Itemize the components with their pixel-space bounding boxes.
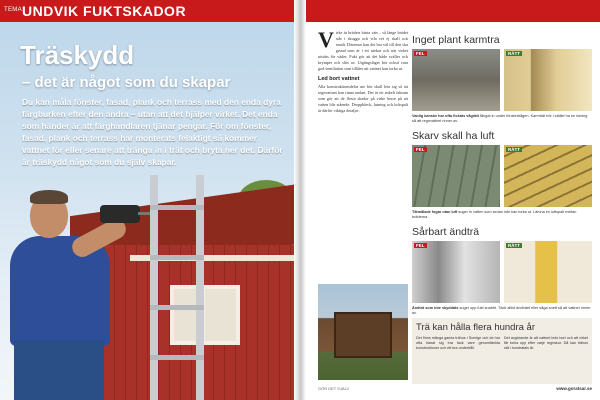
article-paragraph-1	[318, 27, 408, 72]
photo-wrong-3	[412, 241, 500, 303]
page-gutter	[294, 0, 306, 400]
person-jeans	[14, 340, 104, 400]
fact-box-col-2: Det avgörande är att vattnet leds bort och att virket får torka upp efter varje regnskur. Då kan trähus stå i hundratals år.	[504, 336, 588, 350]
person-hair	[30, 190, 68, 204]
banner-title: UNDVIK FUKTSKADOR	[22, 3, 187, 19]
label-right: RÄTT	[508, 147, 520, 152]
intro-text: Du kan måla fönster, fasad, plank och terrass med den enda dyra färgburken efter den andra – utan att det hjälper virket. Det enda som händer är att färghandlaren tjänar pengar. För om fönster, fasad, plank och terrass har monterats felaktigt så kommer vattnet för eller senare att tränga in i trät och bryta ner det. Därför är träskydd något som du själv skapar.	[22, 97, 283, 167]
fact-box-columns	[416, 336, 588, 351]
paragraph-1-text: irke är brädets bästa vän – så länge brädet står i skugga och vila vet ej skall ock smalt. Däremot kan det bra väl till den ska grund som är i ett utekar och när virket utsätts för väder. Fukt gör att det både sväller och krymper och slits av. Utgångsläget bör också vara god ventilation som tillåter att vattnet kan torka ut.	[318, 30, 408, 71]
photo-pair-2	[412, 145, 592, 207]
left-page	[0, 0, 294, 400]
section-title-2: Skarv skall ha luft	[412, 130, 495, 142]
fact-box	[412, 318, 592, 384]
label-wrong: FEL	[416, 147, 425, 152]
caption-1-bold: Vanlig kanske har ofta fickats vågrätt	[412, 114, 479, 118]
photo-wrong-1	[412, 49, 500, 111]
article-column	[318, 27, 408, 114]
label-right: RÄTT	[508, 51, 520, 56]
barn-photo	[318, 284, 408, 380]
banner-tag: TEMA	[4, 7, 22, 13]
section-title-3: Sårbart ändträ	[412, 226, 480, 238]
caption-3	[412, 306, 592, 316]
page-footer-left: GÖR DET SJÄLV	[318, 386, 350, 391]
page-subtitle: – det är något som du skapar	[22, 74, 231, 91]
right-page	[306, 0, 600, 400]
caption-2	[412, 210, 592, 220]
label-wrong: FEL	[416, 51, 425, 56]
top-bar	[306, 0, 600, 22]
fact-box-col-1: Det finns många gamla trähus i Sverige och de har ofta klarat sig bra tack vare genomtänkta konstruktioner och ett bra underhåll.	[416, 336, 500, 350]
caption-1-text: fångat in under fönsterbågen. Karmträt bör i stället ha en lutning så att regnvattnet rinner av.	[412, 114, 588, 123]
photo-pair-3	[412, 241, 592, 303]
page-title: Träskydd	[20, 40, 135, 70]
article-subheading: Led bort vattnet	[318, 76, 360, 82]
photo-right-3	[504, 241, 592, 303]
drop-cap: V	[318, 27, 334, 52]
person-torso	[10, 236, 110, 346]
fact-box-title: Trä kan hålla flera hundra år	[416, 322, 535, 333]
label-right: RÄTT	[508, 243, 520, 248]
section-title-1: Inget plant karmtra	[412, 34, 500, 46]
drill-bit	[138, 212, 150, 215]
photo-right-2	[504, 145, 592, 207]
caption-1	[412, 114, 592, 124]
barn	[334, 312, 392, 358]
photo-wrong-2	[412, 145, 500, 207]
caption-2-bold: Tätmålade fogar utan luft	[412, 210, 458, 214]
footer-url: www.goratsar.se	[556, 386, 592, 391]
article-paragraph-2: Alla konstruktionsdelar ute bör skall leta sig så att regnvattnet kan rinna undan. Det är ett enkelt faktum som gör att de flesta skador på virke beror på att vatten blir stående. Droppbleck, lutning och luftspalt är därför viktiga detaljer.	[318, 84, 408, 113]
tips-column	[412, 34, 592, 322]
caption-3-bold: Ändträ som inte skyddats	[412, 306, 459, 310]
caption-3-text: suger upp fukt snabbt. Täck alltid ändträet eller såga snett så att vattnet rinner av.	[412, 306, 591, 315]
photo-pair-1	[412, 49, 592, 111]
label-wrong: FEL	[416, 243, 425, 248]
photo-right-1	[504, 49, 592, 111]
drill-icon	[100, 205, 140, 223]
caption-2-text: suger in vatten som sedan inte kan torka ut. Lämna en luftspalt mellan bräderna.	[412, 210, 577, 219]
